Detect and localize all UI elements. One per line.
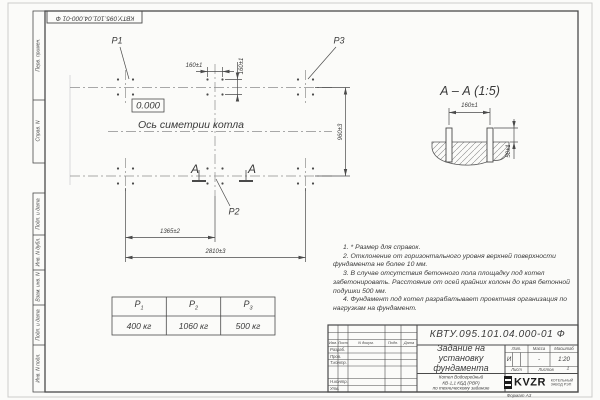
title-block-subtitle: [418, 374, 504, 391]
format-label: Формат А3: [506, 392, 532, 398]
section-view-title: А – А (1:5): [440, 83, 500, 98]
dim-960: 960±3: [338, 123, 344, 140]
left-col-cell-podp-data-1: Подп. и дата: [35, 198, 42, 230]
left-col-cell-vzam-inv: Взам. инв. N: [35, 272, 42, 302]
tb-scale-value: 1:20: [558, 356, 570, 363]
dim-160-horizontal: 160±1: [185, 62, 203, 69]
tb-header-podp: Подп.: [387, 340, 399, 346]
kvzr-logo-text: KVZR: [514, 376, 546, 388]
subtitle-line-1: Котел Водогрейный: [438, 374, 484, 380]
tb-mass-value: -: [538, 356, 540, 363]
load-table-value-p2: 1060 кг: [178, 320, 209, 331]
section-dim-50: 50±1: [505, 144, 512, 158]
org-line-1: КОТЕЛЬНЫЙ: [550, 377, 574, 382]
title-block-title: Задание на установку фундамента: [433, 343, 489, 373]
dim-160-vertical: 160±1: [238, 57, 245, 75]
tb-row-nkontr: Н.контр.: [330, 378, 348, 384]
left-col-cell-podp-data-2: Подп. и дата: [35, 309, 42, 341]
title-block-doc-number: КВТУ.095.101.04.000-01 Ф: [429, 329, 566, 340]
section-mark-letter-left: А: [190, 162, 200, 176]
kvzr-logo-icon: [504, 376, 512, 389]
note-4: 4. Фундамент под котел разрабатывает проектная организация по нагрузкам на фундамент.: [333, 296, 568, 312]
tb-mass-header: Масса: [532, 345, 546, 351]
concrete-pad: [432, 142, 509, 165]
tb-row-razrab: Разраб.: [330, 346, 346, 352]
note-2: 2. Отклонение от горизонтального уровня верхней поверхности фундамента не более 10 мм.: [333, 252, 556, 269]
load-point-label-p2: P2: [228, 206, 240, 217]
tb-row-prov: Пров.: [330, 353, 342, 359]
tb-header-list: Лист: [337, 340, 349, 346]
top-stamp-doc-number: КВТУ.095.101.04.000-01 Ф: [55, 14, 134, 22]
tb-row-utv: Утв.: [330, 385, 340, 391]
tb-row-tkontr: Т.контр.: [330, 359, 347, 365]
anchor-bolt: [446, 128, 452, 162]
load-point-label-p3: P3: [333, 35, 345, 46]
tb-sheet-label: Лист: [511, 366, 522, 372]
subtitle-line-2: КВ-1,1 КБД (РВР): [442, 380, 480, 386]
tb-header-izm: Изм.: [328, 340, 338, 346]
load-table-header-p3: $P_3$: [243, 298, 253, 312]
plan-view-lines: [70, 47, 350, 262]
left-col-cell-inv-podl: Инв. N подл.: [35, 353, 42, 383]
load-table-value-p3: 500 кг: [235, 320, 261, 331]
dim-1365: 1365±2: [160, 229, 180, 235]
tb-lit-value: И: [506, 356, 512, 363]
tb-sheets-value: 1: [566, 366, 570, 372]
load-table-value-p1: 400 кг: [126, 320, 152, 331]
load-table-header-p1: $P_1$: [134, 298, 144, 312]
level-mark: 0.000: [136, 99, 160, 111]
boiler-symmetry-axis-label: Ось симетрии котла: [137, 118, 245, 131]
note-1: 1. * Размер для справок.: [343, 244, 421, 251]
left-col-cell-inv-dubl: Инв. N дубл.: [35, 237, 42, 267]
tb-header-ndokum: N докум.: [358, 340, 374, 346]
left-col-cell-perv-primen: Перв. примен.: [35, 38, 42, 72]
section-mark-letter-right: А: [247, 162, 257, 176]
tb-lit-header: Лит.: [511, 345, 522, 351]
section-dim-160: 160±1: [461, 102, 478, 109]
anchor-bolt: [487, 128, 493, 162]
left-col-cell-sprav-n: Справ. N: [35, 120, 42, 142]
kvzr-org-name: [551, 378, 574, 387]
tb-header-data: Дата: [403, 340, 415, 346]
note-3: 3. В случае отсутствия бетонного пола площадку под котел забетонировать. Расстояние от осей крайних колонн до края бетонной подушки 500 мм.: [333, 270, 570, 295]
notes-block: [333, 244, 580, 314]
subtitle-line-3: по техническому заданию: [432, 385, 490, 391]
load-point-label-p1: P1: [111, 35, 123, 46]
tb-scale-header: Масштаб: [554, 345, 574, 351]
load-table-header-p2: $P_2$: [188, 298, 199, 312]
tb-sheets-label: Листов: [538, 366, 554, 372]
dim-2810: 2810±3: [205, 248, 226, 255]
org-line-2: ЗАВОД РЭП: [550, 382, 572, 387]
